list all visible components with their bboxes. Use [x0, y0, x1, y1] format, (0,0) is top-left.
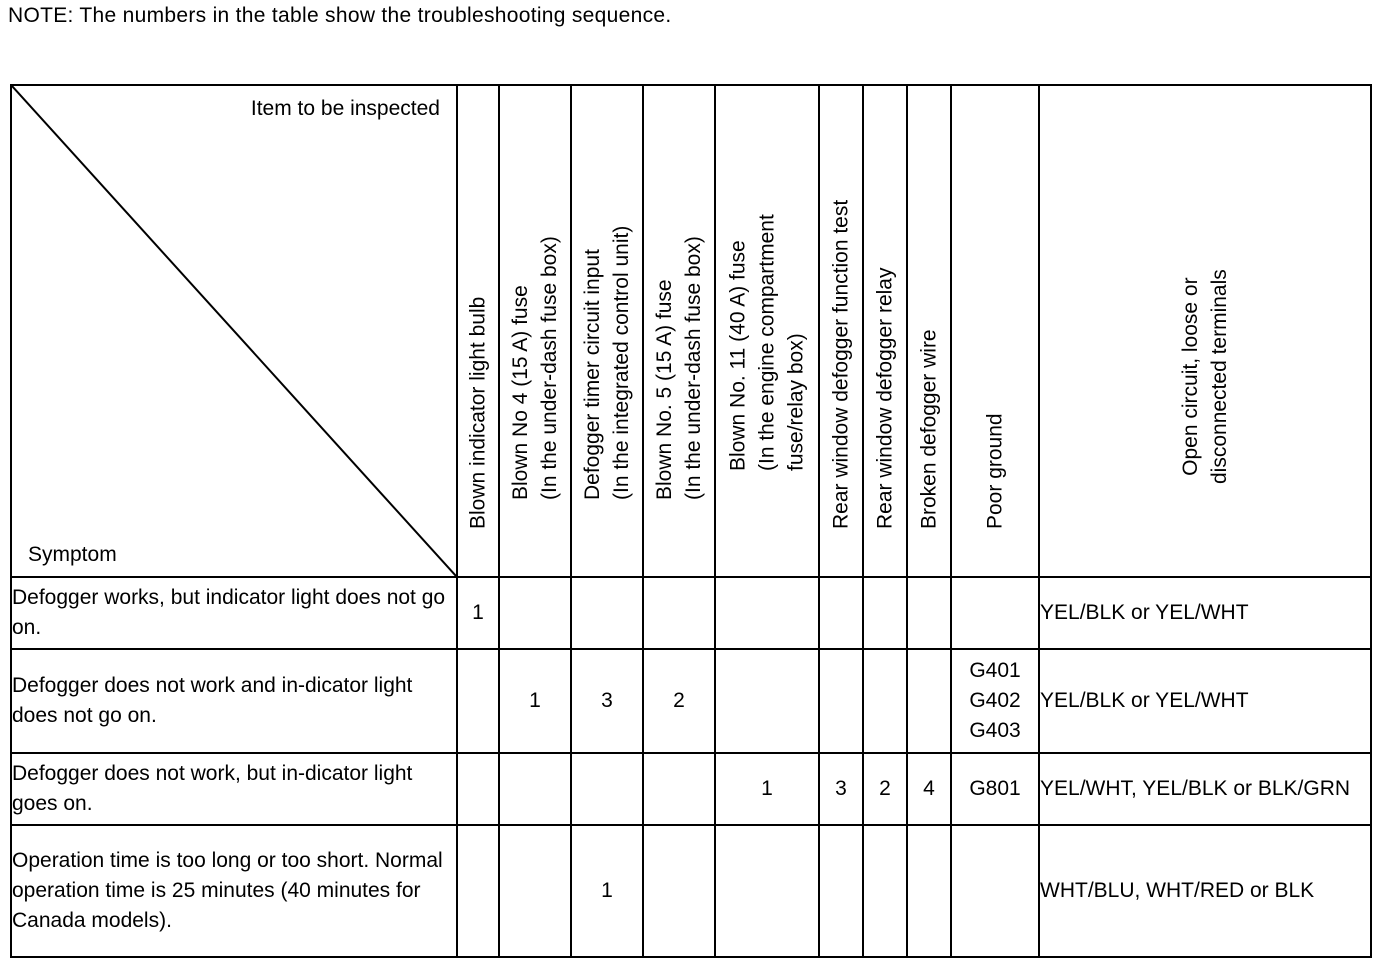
sequence-cell [643, 825, 715, 957]
sequence-cell [907, 577, 951, 649]
column-header-text: Open circuit, loose or disconnected terminals [1179, 269, 1231, 484]
corner-cell [11, 85, 457, 577]
sequence-cell [643, 577, 715, 649]
sequence-cell [863, 577, 907, 649]
column-header [457, 85, 499, 577]
column-header-text: Defogger timer circuit input (In the integrated control unit) [581, 225, 633, 500]
ground-cell [951, 577, 1039, 649]
wires-cell: WHT/BLU, WHT/RED or BLK [1039, 825, 1371, 957]
sequence-cell [819, 649, 863, 753]
column-header [715, 85, 819, 577]
sequence-cell: 4 [907, 753, 951, 825]
item-to-be-inspected-label: Item to be inspected [250, 97, 440, 120]
ground-point: G801 [969, 777, 1021, 800]
table-row [11, 753, 1371, 825]
symptom-cell: Operation time is too long or too short. Normal operation time is 25 minutes (40 minutes for Canada models). [11, 825, 457, 957]
column-header [951, 85, 1039, 577]
column-header [499, 85, 571, 577]
symptom-cell: Defogger works, but indicator light does not go on. [11, 577, 457, 649]
column-header-text: Broken defogger wire [917, 329, 941, 529]
ground-cell [951, 753, 1039, 825]
sequence-cell [715, 825, 819, 957]
column-header [643, 85, 715, 577]
symptom-cell: Defogger does not work, but in-dicator light goes on. [11, 753, 457, 825]
table-row [11, 577, 1371, 649]
sequence-cell [457, 753, 499, 825]
sequence-cell [863, 825, 907, 957]
sequence-cell: 3 [819, 753, 863, 825]
diagonal-divider [12, 86, 456, 576]
column-header [1039, 85, 1371, 577]
sequence-cell [907, 649, 951, 753]
sequence-cell: 1 [715, 753, 819, 825]
column-header [863, 85, 907, 577]
column-header [907, 85, 951, 577]
sequence-cell [571, 577, 643, 649]
wires-cell: YEL/WHT, YEL/BLK or BLK/GRN [1039, 753, 1371, 825]
ground-cell [951, 825, 1039, 957]
sequence-cell [819, 577, 863, 649]
sequence-cell [499, 577, 571, 649]
ground-cell [951, 649, 1039, 753]
sequence-cell [715, 577, 819, 649]
sequence-cell [863, 649, 907, 753]
sequence-cell: 2 [863, 753, 907, 825]
column-header-text: Rear window defogger function test [829, 199, 853, 529]
table-row [11, 825, 1371, 957]
ground-point: G401 [969, 659, 1021, 682]
ground-point: G402 [969, 689, 1021, 712]
wires-cell: YEL/BLK or YEL/WHT [1039, 577, 1371, 649]
sequence-cell [819, 825, 863, 957]
troubleshooting-table [10, 84, 1372, 958]
sequence-cell [457, 825, 499, 957]
sequence-cell [643, 753, 715, 825]
wires-cell: YEL/BLK or YEL/WHT [1039, 649, 1371, 753]
sequence-cell: 1 [457, 577, 499, 649]
sequence-cell [715, 649, 819, 753]
column-header-text: Poor ground [983, 413, 1007, 529]
column-header-text: Blown No. 5 (15 A) fuse (In the under-dash fuse box) [653, 236, 705, 500]
sequence-cell: 1 [499, 649, 571, 753]
sequence-cell [907, 825, 951, 957]
sequence-cell [457, 649, 499, 753]
column-header [819, 85, 863, 577]
column-header-text: Blown No. 11 (40 A) fuse (In the engine compartment fuse/relay box) [726, 214, 808, 471]
ground-point: G403 [969, 719, 1021, 742]
symptom-label: Symptom [28, 543, 117, 566]
column-header-text: Blown indicator light bulb [466, 296, 490, 529]
column-header-text: Blown No 4 (15 A) fuse (In the under-dash fuse box) [509, 236, 561, 500]
note-text: NOTE: The numbers in the table show the troubleshooting sequence. [8, 4, 672, 27]
sequence-cell [499, 753, 571, 825]
table-row [11, 649, 1371, 753]
column-header-text: Rear window defogger relay [873, 267, 897, 529]
sequence-cell [499, 825, 571, 957]
column-header [571, 85, 643, 577]
sequence-cell: 3 [571, 649, 643, 753]
header-row [11, 85, 1371, 577]
sequence-cell: 1 [571, 825, 643, 957]
symptom-cell: Defogger does not work and in-dicator light does not go on. [11, 649, 457, 753]
sequence-cell: 2 [643, 649, 715, 753]
sequence-cell [571, 753, 643, 825]
